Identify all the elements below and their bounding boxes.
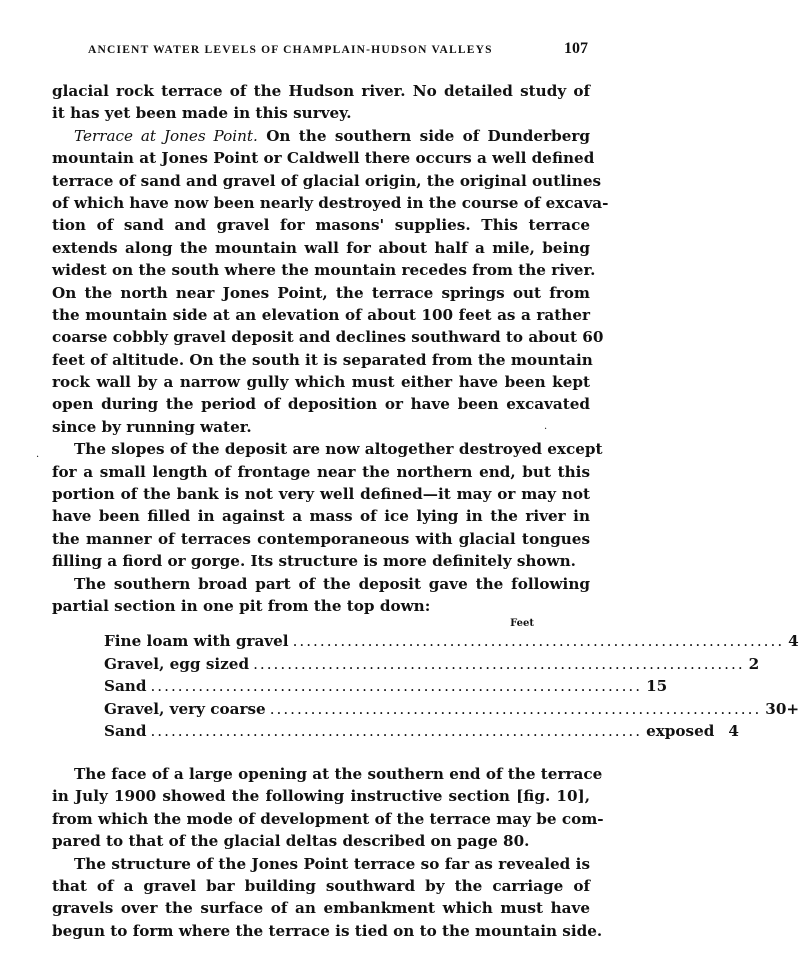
section-table: [104, 618, 799, 745]
text-line: widest on the south where the mountain recedes from the river.: [52, 261, 596, 280]
thickness-value: 30+: [765, 699, 799, 718]
material-label: Sand: [104, 722, 147, 741]
paragraph-2: [52, 125, 609, 438]
text-span: On the southern side of Dunderberg: [266, 126, 590, 145]
text-line: it has yet been made in this survey.: [52, 104, 352, 123]
body-text-upper: [52, 80, 609, 617]
text-line: pared to that of the glacial deltas described on page 80.: [52, 832, 530, 851]
text-line: the manner of terraces contemporaneous with glacial tongues: [52, 529, 590, 548]
section-row: [104, 632, 799, 655]
leader-dots: ........................................................................: [253, 654, 745, 673]
margin-speck: ·: [36, 452, 40, 463]
page-number: 107: [564, 40, 588, 57]
thickness-value: 2: [748, 654, 760, 673]
section-row: [104, 677, 668, 700]
leader-dots: ........................................................................: [292, 632, 785, 650]
running-head: ANCIENT WATER LEVELS OF CHAMPLAIN-HUDSON VALLEYS: [88, 44, 493, 56]
text-line: in July 1900 showed the following instructive section [fig. 10],: [52, 787, 590, 806]
text-line: open during the period of deposition or have been excavated: [52, 395, 590, 414]
paragraph-4: [52, 573, 590, 618]
leader-dots: ........................................................................: [269, 699, 762, 718]
text-line: the mountain side at an elevation of about 100 feet as a rather: [52, 305, 590, 324]
text-line: mountain at Jones Point or Caldwell there occurs a well defined: [52, 149, 595, 168]
thickness-value: 4: [788, 632, 799, 650]
paragraph-6: [52, 853, 603, 943]
body-text-lower: [52, 763, 604, 942]
section-row: [104, 654, 760, 678]
text-line: terrace of sand and gravel of glacial origin, the original outlines: [52, 171, 602, 190]
section-row: [104, 722, 739, 745]
text-line: glacial rock terrace of the Hudson river. No detailed study of: [52, 82, 590, 100]
text-line: tion of sand and gravel for masons' supplies. This terrace: [52, 216, 590, 235]
text-line: have been filled in against a mass of ice lying in the river in: [52, 507, 590, 526]
text-line: feet of altitude. On the south it is separated from the mountain: [52, 350, 593, 369]
text-line: The southern broad part of the deposit gave the following: [74, 574, 590, 593]
leader-dots: ........................................................................: [150, 677, 643, 696]
text-line: The face of a large opening at the southern end of the terrace: [74, 765, 603, 783]
section-title: Terrace at Jones Point.: [74, 126, 258, 145]
text-line: since by running water.: [52, 417, 252, 436]
paragraph-3: [52, 438, 603, 572]
text-line: partial section in one pit from the top down:: [52, 596, 431, 615]
thickness-value: 15: [646, 677, 668, 696]
material-label: Fine loam with gravel: [104, 632, 289, 650]
text-line: begun to form where the terrace is tied on to the mountain side.: [52, 921, 603, 940]
text-line: filling a fiord or gorge. Its structure is more definitely shown.: [52, 552, 576, 571]
text-line: The structure of the Jones Point terrace so far as revealed is: [74, 854, 590, 873]
text-line: that of a gravel bar building southward by the carriage of: [52, 876, 590, 895]
text-line: from which the mode of development of the terrace may be com-: [52, 809, 604, 828]
page-header: [60, 40, 588, 58]
text-line: On the north near Jones Point, the terrace springs out from: [52, 283, 590, 302]
note-label: exposed: [646, 722, 715, 741]
text-line: rock wall by a narrow gully which must either have been kept: [52, 373, 590, 392]
paragraph-5: [52, 763, 604, 853]
text-line: of which have now been nearly destroyed in the course of excava-: [52, 193, 609, 212]
material-label: Sand: [104, 677, 147, 696]
paragraph-1: [52, 80, 590, 125]
material-label: Gravel, very coarse: [104, 699, 266, 718]
text-line: extends along the mountain wall for about half a mile, being: [52, 238, 590, 257]
thickness-value: 4: [728, 722, 739, 741]
section-row: [104, 699, 799, 723]
material-label: Gravel, egg sized: [104, 654, 250, 673]
unit-header: Feet: [510, 618, 534, 629]
leader-dots: ........................................................................: [150, 722, 643, 741]
text-line: for a small length of frontage near the northern end, but this: [52, 462, 590, 481]
text-line: The slopes of the deposit are now altogether destroyed except: [74, 440, 603, 459]
text-line: [52, 125, 590, 147]
text-line: coarse cobbly gravel deposit and declines southward to about 60: [52, 328, 604, 347]
text-line: portion of the bank is not very well defined—it may or may not: [52, 485, 590, 504]
text-line: gravels over the surface of an embankment which must have: [52, 899, 590, 918]
margin-speck: ·: [544, 424, 548, 435]
